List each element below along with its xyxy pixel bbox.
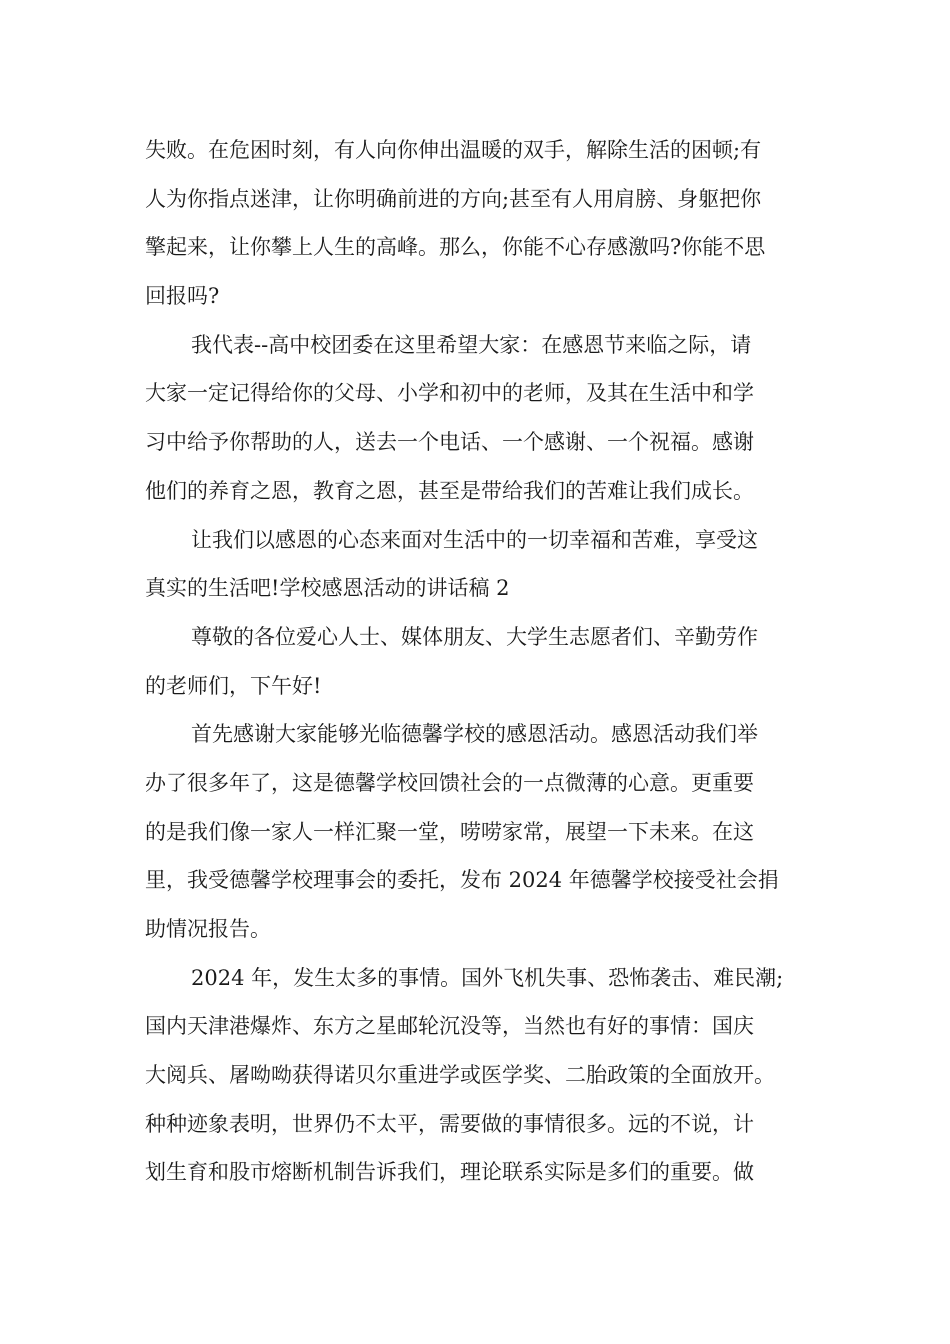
text-line: 真实的生活吧!学校感恩活动的讲话稿 2: [145, 576, 510, 601]
text-line: 首先感谢大家能够光临德馨学校的感恩活动。感恩活动我们举: [191, 722, 758, 747]
text-line: 的是我们像一家人一样汇聚一堂，唠唠家常，展望一下未来。在这: [145, 819, 754, 844]
text-line: 他们的养育之恩，教育之恩，甚至是带给我们的苦难让我们成长。: [145, 478, 754, 503]
text-line: 里，我受德馨学校理事会的委托，发布 2024 年德馨学校接受社会捐: [145, 868, 779, 893]
text-line: 大阅兵、屠呦呦获得诺贝尔重进学或医学奖、二胎政策的全面放开。: [145, 1063, 775, 1088]
text-line: 尊敬的各位爱心人士、媒体朋友、大学生志愿者们、辛勤劳作: [191, 624, 758, 649]
text-line: 的老师们，下午好!: [145, 673, 322, 698]
text-line: 2024 年，发生太多的事情。国外飞机失事、恐怖袭击、难民潮;: [191, 965, 784, 990]
text-line: 擎起来，让你攀上人生的高峰。那么，你能不心存感激吗?你能不思: [145, 235, 766, 260]
text-line: 国内天津港爆炸、东方之星邮轮沉没等，当然也有好的事情：国庆: [145, 1014, 754, 1039]
text-line: 大家一定记得给你的父母、小学和初中的老师，及其在生活中和学: [145, 381, 754, 406]
document-body: [145, 126, 815, 1197]
text-line: 种种迹象表明，世界仍不太平，需要做的事情很多。远的不说，计: [145, 1111, 754, 1136]
text-line: 划生育和股市熔断机制告诉我们，理论联系实际是多们的重要。做: [145, 1160, 754, 1185]
text-line: 人为你指点迷津，让你明确前进的方向;甚至有人用肩膀、身躯把你: [145, 186, 762, 211]
text-line: 办了很多年了，这是德馨学校回馈社会的一点微薄的心意。更重要: [145, 770, 754, 795]
text-line: 失败。在危困时刻，有人向你伸出温暖的双手，解除生活的困顿;有: [145, 138, 762, 162]
text-line: 助情况报告。: [145, 917, 271, 941]
text-line: 让我们以感恩的心态来面对生活中的一切幸福和苦难，享受这: [191, 527, 758, 552]
text-line: 习中给予你帮助的人，送去一个电话、一个感谢、一个祝福。感谢: [145, 430, 754, 455]
text-line: 我代表--高中校团委在这里希望大家：在感恩节来临之际，请: [191, 332, 752, 357]
text-line: 回报吗?: [145, 284, 220, 309]
